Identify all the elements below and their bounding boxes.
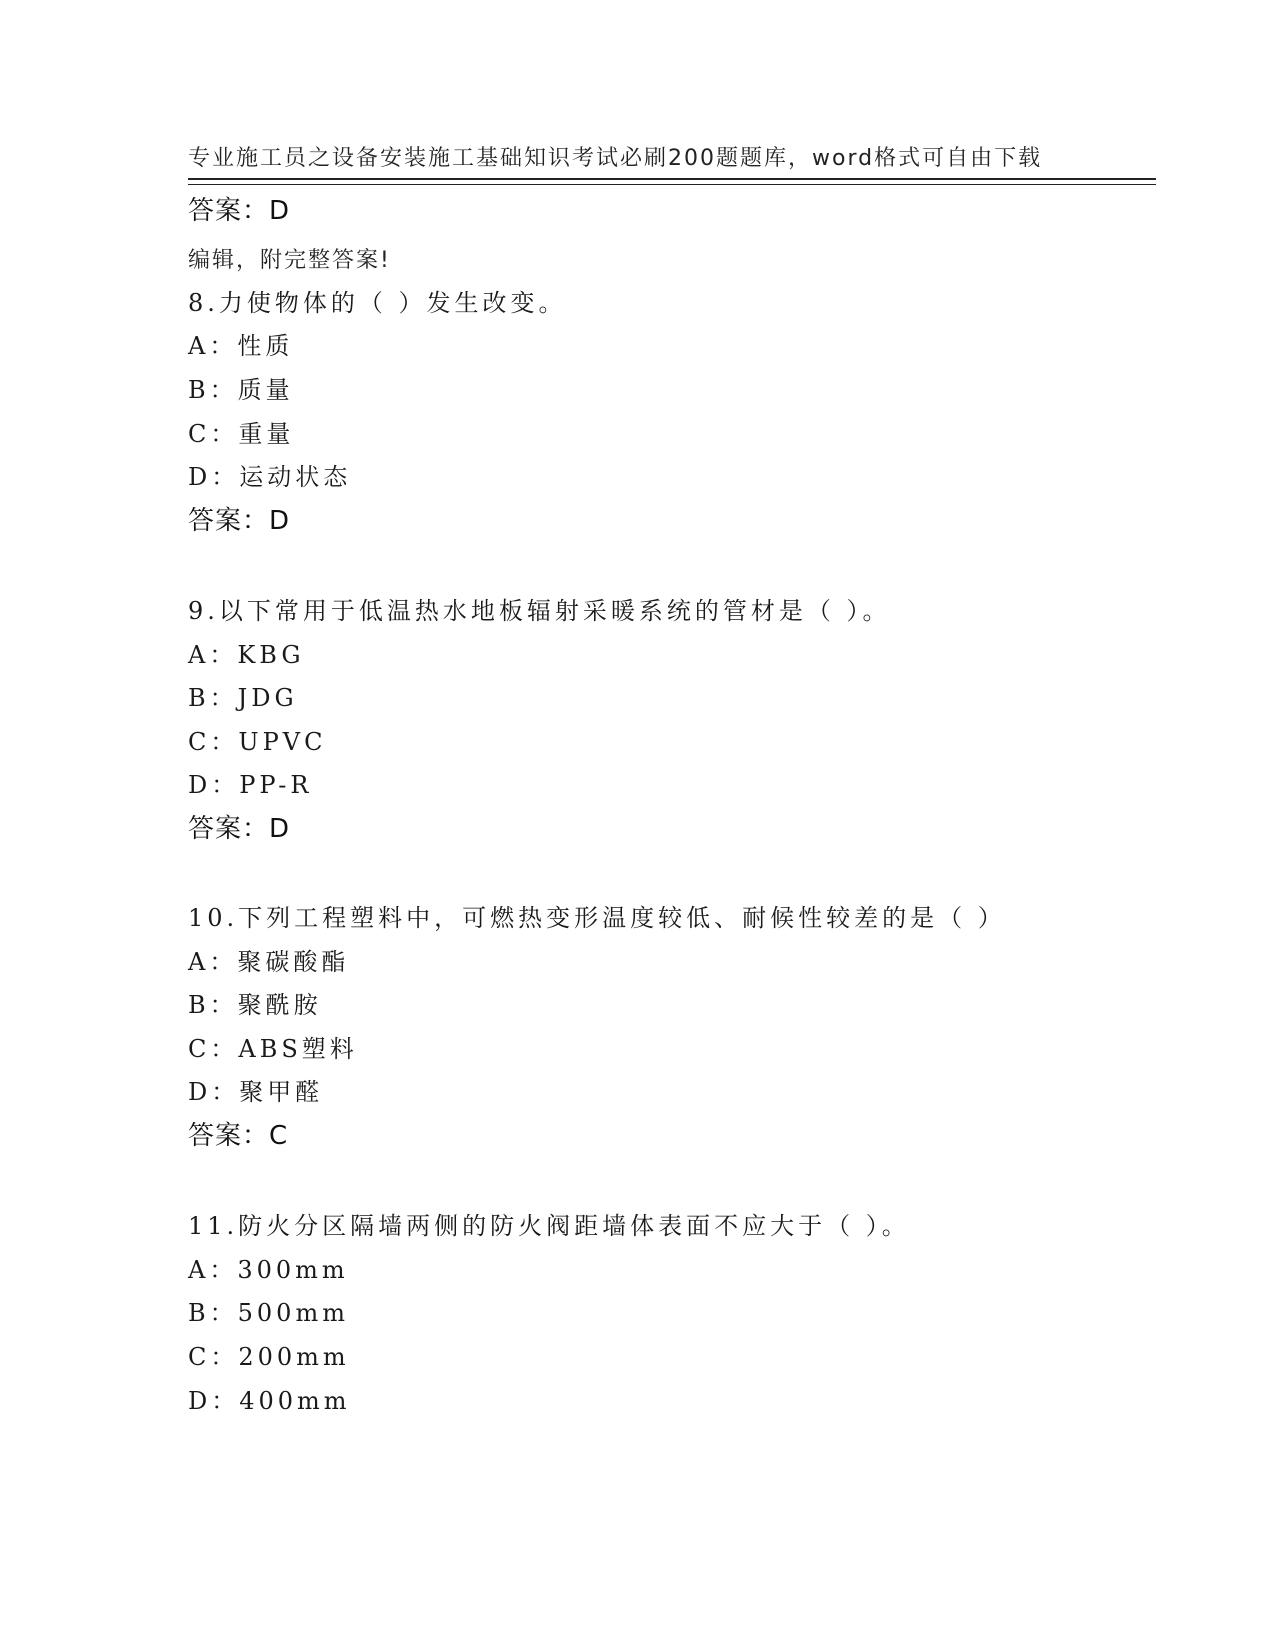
question-11-option-d: D：400mm — [188, 1387, 351, 1415]
header-rule-thin — [188, 184, 1156, 185]
answer-q7: 答案：D — [188, 196, 291, 226]
answer-q8: 答案：D — [188, 506, 291, 536]
question-8-option-a: A：性质 — [188, 332, 294, 360]
header-line-1: 专业施工员之设备安装施工基础知识考试必刷200题题库，word格式可自由下载 — [188, 146, 1043, 171]
question-8-option-b: B：质量 — [188, 376, 294, 404]
header-line-2: 编辑，附完整答案! — [188, 248, 391, 273]
question-8-option-d: D：运动状态 — [188, 463, 352, 491]
question-10-option-c: C：ABS塑料 — [188, 1035, 358, 1063]
question-11-stem: 11.防火分区隔墙两侧的防火阀距墙体表面不应大于（ ）。 — [188, 1212, 910, 1240]
question-9-option-c: C：UPVC — [188, 728, 327, 756]
question-9-option-b: B：JDG — [188, 684, 298, 712]
question-11-option-c: C：200mm — [188, 1343, 350, 1371]
answer-q10: 答案：C — [188, 1121, 289, 1151]
question-9-stem: 9.以下常用于低温热水地板辐射采暖系统的管材是（ ）。 — [188, 597, 891, 625]
question-10-stem: 10.下列工程塑料中，可燃热变形温度较低、耐候性较差的是（ ） — [188, 904, 1006, 932]
question-9-option-d: D：PP-R — [188, 771, 313, 799]
answer-q9: 答案：D — [188, 814, 291, 844]
question-9-option-a: A：KBG — [188, 641, 305, 669]
question-8-option-c: C：重量 — [188, 420, 295, 448]
question-8-stem: 8.力使物体的（ ）发生改变。 — [188, 289, 567, 317]
header-rule-thick — [188, 178, 1156, 180]
question-11-option-b: B：500mm — [188, 1299, 349, 1327]
question-10-option-a: A：聚碳酸酯 — [188, 948, 350, 976]
question-10-option-d: D：聚甲醛 — [188, 1078, 324, 1106]
question-11-option-a: A：300mm — [188, 1256, 349, 1284]
question-10-option-b: B：聚酰胺 — [188, 991, 322, 1019]
